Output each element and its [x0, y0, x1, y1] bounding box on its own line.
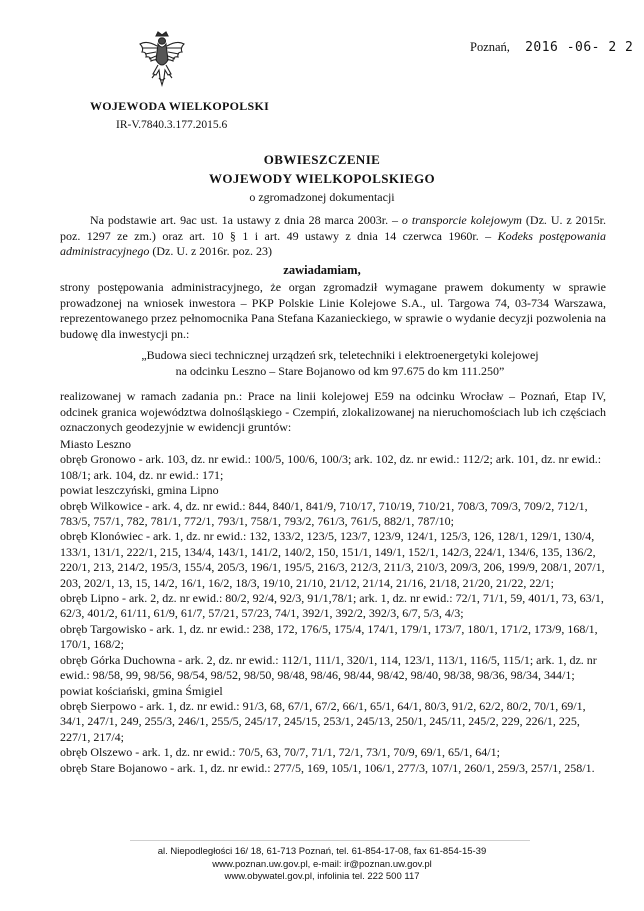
footer [0, 846, 644, 884]
footer-portal-hotline: www.obywatel.gov.pl, infolinia tel. 222 500 117 [224, 871, 420, 882]
legal-basis-text-3: (Dz. U. z 2016r. poz. 23) [149, 244, 272, 258]
parcel-list-item: Miasto Leszno [60, 437, 131, 451]
announcement-heading: zawiadamiam, [283, 263, 361, 277]
act-title-kpa: Kodeks postępowania administracyjnego [60, 228, 606, 258]
investment-name [100, 348, 580, 379]
reference-number: IR-V.7840.3.177.2015.6 [116, 119, 228, 131]
footer-address: al. Niepodległości 16/ 18, 61-713 Poznań, tel. 61-854-17-08, fax 61-854-15-39 [157, 846, 487, 857]
parcel-list-item: obręb Sierpowo - ark. 1, dz. nr ewid.: 91/3, 68, 67/1, 67/2, 66/1, 65/1, 64/1, 80/3, 91/2, 62/2, 80/2, 70/1, 69/1, 34/1, 247/1, 249, 255/3, 246/1, 255/5, 245/17, 245/15, 253/1, 245/13, 250/1, 245/11, 245/2, 229, 226/1, 225, 227/1, 217/4; [60, 698, 586, 744]
notice-paragraph: strony postępowania administracyjnego, że organ zgromadził wymagane prawem dokumenty w sprawie prowadzonej na wniosek inwestora – PKP Polskie Linie Kolejowe S.A., ul. Targowa 74, 03-734 Warszawa, reprezentowanego przez pełnomocnika Pana Stefana Kazanieckiego, w sprawie o wydanie decyzji pozwolenia na budowę dla inwestycji pn.: [60, 280, 606, 341]
eagle-emblem-icon [137, 30, 187, 90]
issuing-office: WOJEWODA WIELKOPOLSKI [90, 99, 270, 113]
parcel-list-item: obręb Targowisko - ark. 1, dz. nr ewid.: 238, 172, 176/5, 175/4, 174/1, 179/1, 173/7, 180/1, 171/2, 173/9, 168/1, 170/1, 168/2; [60, 621, 598, 652]
footer-web-email: www.poznan.uw.gov.pl, e-mail: ir@poznan.uw.gov.pl [212, 858, 432, 870]
place-and-date [470, 40, 633, 55]
footer-divider [130, 840, 530, 841]
task-paragraph: realizowanej w ramach zadania pn.: Prace na linii kolejowej E59 na odcinku Wrocław – Poznań, Etap IV, odcinek granica województwa dolnośląskiego - Czempiń, zlokalizowanej na nieruchomościach lub ich częściach oznaczonych geodezyjnie w ewidencji gruntów: [60, 389, 606, 434]
act-title-transport: o transporcie kolejowym [401, 213, 522, 227]
parcel-list-item: obręb Klonówiec - ark. 1, dz. nr ewid.: 132, 133/2, 123/5, 123/7, 123/9, 124/1, 125/3, 126, 128/1, 129/1, 130/4, 133/1, 131/1, 222/1, 215, 134/4, 143/1, 141/2, 140/2, 150, 151/1, 149/1, 152/1, 142/3, 224/1, 134/6, 135, 136/2, 220/1, 213, 214/2, 195/3, 155/4, 205/3, 196/1, 195/5, 216/3, 212/3, 211/3, 210/3, 209/3, 206, 199/9, 208/1, 207/1, 203, 202/1, 13, 15, 14/2, 16/1, 16/2, 18/3, 19/10, 21/10, 21/12, 21/14, 21/16, 21/18, 21/20, 21/22, 22/1; [60, 529, 605, 590]
parcel-list-item: powiat kościański, gmina Śmigiel [60, 683, 223, 698]
city-label: Poznań, [470, 40, 510, 54]
legal-basis-paragraph [60, 213, 606, 260]
parcel-list-item: obręb Stare Bojanowo - ark. 1, dz. nr ewid.: 277/5, 169, 105/1, 106/1, 277/3, 107/1, 260/1, 259/3, 257/1, 258/1. [60, 760, 595, 775]
investment-name-line-2: na odcinku Leszno – Stare Bojanowo od km 97.675 do km 111.250” [175, 363, 505, 378]
parcel-list-item: obręb Lipno - ark. 2, dz. nr ewid.: 80/2, 92/4, 92/3, 91/1,78/1; ark. 1, dz. nr ewid.: 72/1, 71/1, 59, 401/1, 73, 63/1, 62/3, 401/2, 61/11, 61/9, 61/7, 57/21, 57/23, 74/1, 392/1, 392/2, 392/3, 6/7, 5/3, 4/3; [60, 591, 604, 621]
parcel-list-item: obręb Górka Duchowna - ark. 2, dz. nr ewid.: 112/1, 111/1, 320/1, 114, 123/1, 113/1, 116/5, 115/1; ark. 1, dz. nr ewid.: 98/58, 99, 98/56, 98/54, 98/52, 98/50, 98/48, 98/46, 98/44, 98/42, 98/40, 98/38, 98/36, 98/34, 344/1; [60, 652, 597, 683]
parcel-list [60, 437, 606, 776]
document-title: OBWIESZCZENIE [263, 152, 381, 167]
parcel-list-item: obręb Gronowo - ark. 103, dz. nr ewid.: 100/5, 100/6, 100/3; ark. 102, dz. nr ewid.: 112/2; ark. 101, dz. nr ewid.: 108/1; ark. 104, dz. nr ewid.: 171; [60, 452, 602, 482]
legal-basis-text-1: Na podstawie art. 9ac ust. 1a ustawy z dnia 28 marca 2003r. – [90, 213, 402, 227]
legal-basis-text-2: (Dz. U. z 2015r. poz. 1297 ze zm.) oraz art. 10 § 1 i art. 49 ustawy z dnia 14 czerwca 1960r. – [60, 213, 606, 243]
investment-name-line-1: „Budowa sieci technicznej urządzeń srk, teletechniki i elektroenergetyki kolejowej [141, 348, 539, 362]
parcel-list-item: powiat leszczyński, gmina Lipno [60, 483, 219, 498]
date-stamp: 2016 -06- 2 2 [525, 40, 634, 55]
parcel-list-item: obręb Wilkowice - ark. 4, dz. nr ewid.: 844, 840/1, 841/9, 710/17, 710/19, 710/21, 708/3, 709/3, 709/2, 712/1, 783/5, 757/1, 782, 781/1, 772/1, 793/1, 758/1, 793/2, 761/3, 761/5, 882/1, 787/10; [60, 498, 588, 529]
document-subtitle: o zgromadzonej dokumentacji [249, 190, 395, 204]
parcel-list-item: obręb Olszewo - ark. 1, dz. nr ewid.: 70/5, 63, 70/7, 71/1, 72/1, 73/1, 70/9, 69/1, 65/1, 64/1; [60, 745, 500, 760]
document-title-issuer: WOJEWODY WIELKOPOLSKIEGO [209, 171, 435, 186]
